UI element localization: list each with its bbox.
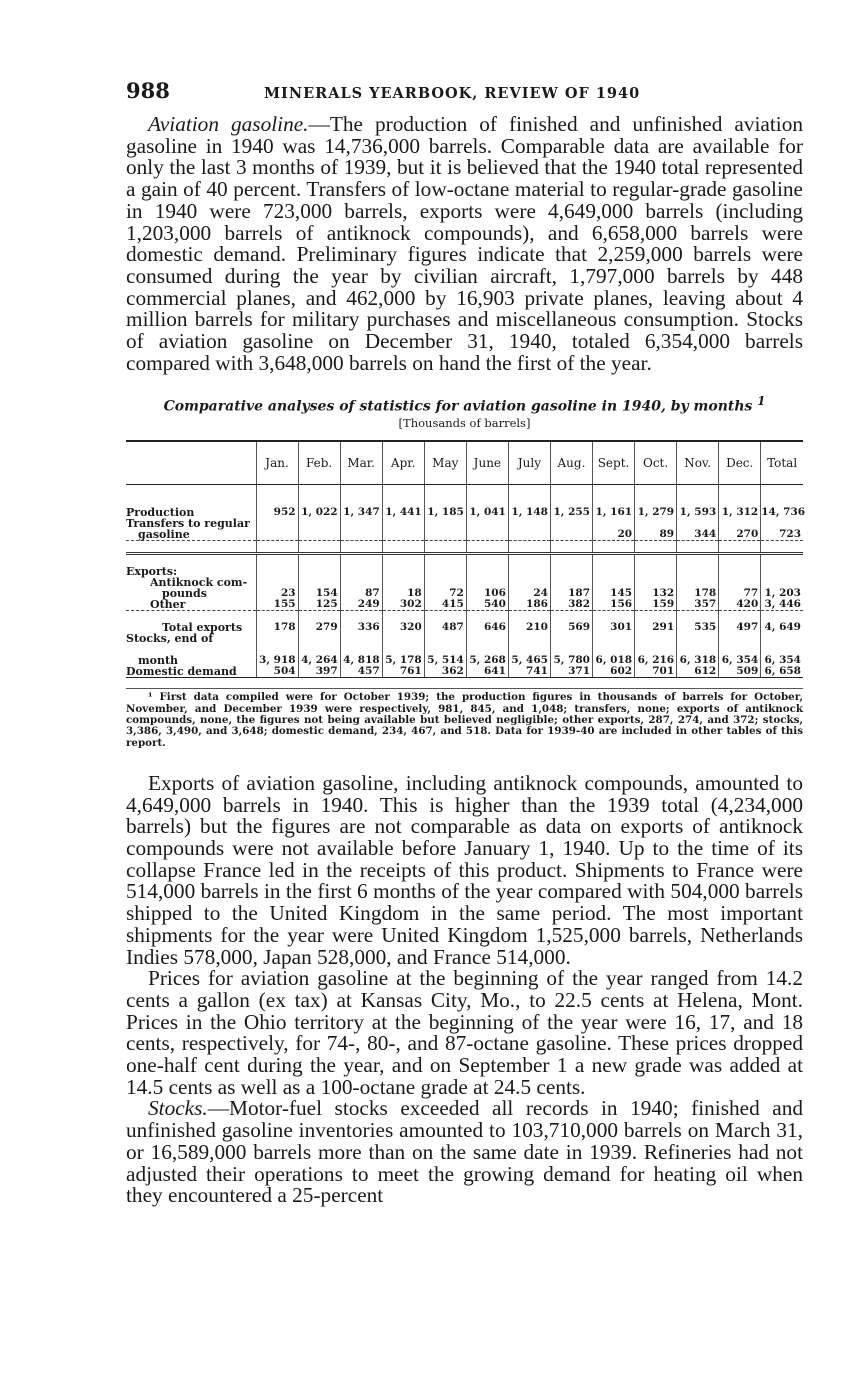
column-header: Apr. <box>382 441 424 485</box>
row-label: Other <box>126 599 256 611</box>
row-label: Transfers to regular <box>126 517 250 531</box>
table-cell: 291 <box>635 622 677 633</box>
table-cell: 540 <box>466 599 508 611</box>
column-header: Nov. <box>677 441 719 485</box>
table-cell <box>719 485 761 497</box>
table-cell <box>635 566 677 577</box>
table-cell <box>298 566 340 577</box>
prices-paragraph: Prices for aviation gasoline at the beginning of the year ranged from 14.2 cents a gallon (ex tax) at Kansas City, Mo., to 22.5 cents at Helena, Mont. Prices in the Ohio territory at the beginning of the year were 16, 17, and 18 cents, respectively, for 74-, 80-, and 87-octane gasoline. These prices dropped one-half cent during the year, and on September 1 a new grade was added at 14.5 cents as well as a 100-octane grade at 24.5 cents. <box>126 966 803 1099</box>
table-cell <box>550 554 592 567</box>
table-cell: 761 <box>382 666 424 678</box>
table-cell: 270 <box>719 529 761 541</box>
table-cell <box>550 541 592 554</box>
column-header: Sept. <box>593 441 635 485</box>
table-cell: 4, 264 <box>298 655 340 666</box>
table-cell: 569 <box>550 622 592 633</box>
table-cell: 1, 203 <box>761 588 803 599</box>
aviation-gasoline-paragraph <box>126 114 803 374</box>
table-cell <box>508 541 550 554</box>
table-cell: 641 <box>466 666 508 678</box>
table-cell: 77 <box>719 588 761 599</box>
table-cell <box>466 541 508 554</box>
table-cell <box>635 541 677 554</box>
table-cell: 6, 354 <box>719 655 761 666</box>
table-cell <box>635 633 677 644</box>
table-cell <box>550 518 592 529</box>
table-cell <box>761 566 803 577</box>
table-cell <box>424 566 466 577</box>
table-cell <box>550 566 592 577</box>
table-cell: 1, 593 <box>677 507 719 518</box>
table-cell <box>340 633 382 644</box>
table-cell <box>382 541 424 554</box>
table-cell <box>466 566 508 577</box>
page-number: 988 <box>126 78 170 103</box>
table-cell: 187 <box>550 588 592 599</box>
table-cell <box>424 518 466 529</box>
table-cell <box>761 485 803 497</box>
table-row <box>126 599 803 611</box>
table-cell: 87 <box>340 588 382 599</box>
page-header <box>126 78 803 114</box>
table-cell: 178 <box>677 588 719 599</box>
table-cell <box>424 529 466 541</box>
table-footnote: ¹ First data compiled were for October 1939; the production figures in thousands of barrels for October, November, and December 1939 were respectively, 981, 845, and 1,048; transfers, none; exports of antiknock compounds, none, the figures not being available but believed negligible; other exports, 287, 274, and 372; stocks, 3,386, 3,490, and 3,648; domestic demand, 234, 467, and 518. Data for 1939-40 are included in other tables of this report. <box>126 688 803 748</box>
table-cell: 279 <box>298 622 340 633</box>
table-cell: 302 <box>382 599 424 611</box>
running-title: MINERALS YEARBOOK, REVIEW OF 1940 <box>264 85 641 102</box>
table-cell: 178 <box>256 622 298 633</box>
table-cell <box>761 541 803 554</box>
row-label: Exports: <box>126 565 178 579</box>
row-label: month <box>138 654 179 668</box>
table-cell: 362 <box>424 666 466 678</box>
table-cell <box>382 633 424 644</box>
table-cell: 6, 216 <box>635 655 677 666</box>
table-cell: 1, 148 <box>508 507 550 518</box>
table-cell <box>593 554 635 567</box>
table-cell <box>508 633 550 644</box>
table-cell <box>256 541 298 554</box>
table-cell: 132 <box>635 588 677 599</box>
table-cell: 210 <box>508 622 550 633</box>
table-cell <box>298 554 340 567</box>
paragraph-lead: Stocks. <box>148 1096 208 1121</box>
table-row <box>126 622 803 633</box>
table-cell <box>382 566 424 577</box>
table-cell: 6, 354 <box>761 655 803 666</box>
table-cell: 1, 441 <box>382 507 424 518</box>
table-cell <box>256 529 298 541</box>
text-body <box>126 770 803 1208</box>
table-cell: 415 <box>424 599 466 611</box>
table-cell: 3, 446 <box>761 599 803 611</box>
table-cell <box>424 541 466 554</box>
table-cell: 301 <box>593 622 635 633</box>
table-cell: 1, 185 <box>424 507 466 518</box>
table-spacer-row <box>126 554 803 567</box>
table-cell: 3, 918 <box>256 655 298 666</box>
table-cell: 952 <box>256 507 298 518</box>
table-cell <box>424 633 466 644</box>
table-cell: 397 <box>298 666 340 678</box>
table-body <box>126 485 806 679</box>
stocks-paragraph <box>126 1098 803 1207</box>
table-cell <box>508 518 550 529</box>
table-cell <box>424 554 466 567</box>
table-cell: 6, 018 <box>593 655 635 666</box>
table-cell <box>340 541 382 554</box>
column-header: Dec. <box>719 441 761 485</box>
column-header: June <box>466 441 508 485</box>
table-cell <box>677 554 719 567</box>
table-cell <box>550 529 592 541</box>
stub-header <box>126 441 256 485</box>
table-cell <box>466 485 508 497</box>
table-cell: 371 <box>550 666 592 678</box>
table-cell <box>761 633 803 644</box>
table-cell: 14, 736 <box>761 506 806 519</box>
table-row <box>126 529 803 541</box>
table-cell <box>508 485 550 497</box>
table-cell <box>719 554 761 567</box>
table-cell: 336 <box>340 622 382 633</box>
table-cell: 741 <box>508 666 550 678</box>
table-cell <box>550 485 592 497</box>
table-cell: 457 <box>340 666 382 678</box>
table-cell: 4, 818 <box>340 655 382 666</box>
table-cell <box>466 529 508 541</box>
table-cell <box>126 485 256 497</box>
table-cell: 723 <box>761 529 803 541</box>
page <box>126 78 806 1208</box>
table-cell: 89 <box>635 529 677 541</box>
table-cell: 602 <box>593 666 635 678</box>
paragraph-text: —Motor-fuel stocks exceeded all records in 1940; finished and unfinished gasoline inventories amounted to 103,710,000 barrels on March 31, or 16,589,000 barrels more than on the same date in 1939. Refineries had not adjusted their operations to meet the growing demand for heating oil when they encountered a 25-percent <box>126 1096 803 1208</box>
table-cell <box>340 554 382 567</box>
table-cell <box>298 518 340 529</box>
table-cell <box>382 529 424 541</box>
table-cell: 186 <box>508 599 550 611</box>
table-cell <box>256 566 298 577</box>
table-cell: 5, 780 <box>550 655 592 666</box>
row-label: Production <box>126 506 195 520</box>
table-caption-text: Comparative analyses of statistics for aviation gasoline in 1940, by months <box>163 399 753 416</box>
table-cell: 72 <box>424 588 466 599</box>
table-cell: 125 <box>298 599 340 611</box>
table-cell <box>424 485 466 497</box>
exports-paragraph: Exports of aviation gasoline, including antiknock compounds, amounted to 4,649,000 barrels in 1940. This is higher than the 1939 total (4,234,000 barrels) but the figures are not comparable as data on exports of antiknock compounds were not available before January 1, 1940. Up to the time of its collapse France led in the receipts of this product. Shipments to France were 514,000 barrels in the first 6 months of the year compared with 504,000 barrels shipped to the United Kingdom in the same period. The most important shipments for the year were United Kingdom 1,525,000 barrels, Netherlands Indies 578,000, Japan 528,000, and France 514,000. <box>126 770 803 969</box>
table-cell <box>256 633 298 644</box>
table-cell <box>340 485 382 497</box>
table-cell <box>382 554 424 567</box>
table-cell: 5, 514 <box>424 655 466 666</box>
row-label: Antiknock com- <box>150 576 248 590</box>
row-label: pounds <box>162 587 207 601</box>
table-cell <box>508 554 550 567</box>
table-cell <box>256 485 298 497</box>
table-cell <box>298 485 340 497</box>
column-header: Jan. <box>256 441 298 485</box>
table-cell <box>550 633 592 644</box>
table-cell: 20 <box>593 529 635 541</box>
table-cell: 155 <box>256 599 298 611</box>
table-cell <box>593 541 635 554</box>
table-cell: 612 <box>677 666 719 678</box>
table-cell: 159 <box>635 599 677 611</box>
table-cell <box>126 541 256 554</box>
table-cell <box>382 518 424 529</box>
table-cell: 382 <box>550 599 592 611</box>
table-cell: 320 <box>382 622 424 633</box>
table-cell: 156 <box>593 599 635 611</box>
table-cell: 1, 022 <box>298 507 340 518</box>
table-cell <box>340 518 382 529</box>
table-cell: 24 <box>508 588 550 599</box>
table-cell: 497 <box>719 622 761 633</box>
table-cell: 1, 161 <box>593 507 635 518</box>
table-cell: 1, 312 <box>719 507 761 518</box>
table-cell <box>719 541 761 554</box>
table-cell: 154 <box>298 588 340 599</box>
table-cell: 487 <box>424 622 466 633</box>
table-cell: 420 <box>719 599 761 611</box>
table-cell <box>508 529 550 541</box>
row-label: Domestic demand <box>126 666 256 678</box>
table-cell: 4, 649 <box>761 622 803 633</box>
table-cell <box>508 566 550 577</box>
column-header: Aug. <box>550 441 592 485</box>
table-cell <box>677 541 719 554</box>
column-header: Total <box>761 441 803 485</box>
table-cell: 145 <box>593 588 635 599</box>
table-cell <box>593 485 635 497</box>
column-header: Mar. <box>340 441 382 485</box>
table-cell <box>761 554 803 567</box>
table-cell <box>466 554 508 567</box>
table-cell: 701 <box>635 666 677 678</box>
table-caption-note: 1 <box>757 394 766 409</box>
table-cell <box>256 518 298 529</box>
table-subcaption: [Thousands of barrels] <box>398 416 531 431</box>
table-spacer-row <box>126 485 803 497</box>
monthly-statistics-table <box>126 440 806 679</box>
table-cell <box>677 566 719 577</box>
paragraph-lead: Aviation gasoline. <box>148 112 309 136</box>
table-cell: 535 <box>677 622 719 633</box>
table-cell: 5, 268 <box>466 655 508 666</box>
table-cell: 249 <box>340 599 382 611</box>
table-cell: 6, 318 <box>677 655 719 666</box>
table-cell: 18 <box>382 588 424 599</box>
table-row <box>126 666 803 678</box>
table-cell <box>298 541 340 554</box>
table-cell <box>382 485 424 497</box>
table-cell: 106 <box>466 588 508 599</box>
table-cell: 344 <box>677 529 719 541</box>
column-header: Oct. <box>635 441 677 485</box>
column-header: July <box>508 441 550 485</box>
table-cell: 5, 465 <box>508 655 550 666</box>
row-label: Stocks, end of <box>126 632 214 646</box>
table-cell <box>466 518 508 529</box>
table-cell: 504 <box>256 666 298 678</box>
table-cell <box>340 529 382 541</box>
table-cell <box>593 566 635 577</box>
row-label: Total exports <box>162 621 243 635</box>
table-cell <box>635 554 677 567</box>
table-cell: 1, 255 <box>550 507 592 518</box>
table-label-row <box>126 633 803 644</box>
table-cell <box>593 633 635 644</box>
table-cell <box>340 566 382 577</box>
table-cell <box>466 633 508 644</box>
table-cell: 509 <box>719 666 761 678</box>
table-cell <box>256 554 298 567</box>
paragraph-text: —The production of finished and unfinished aviation gasoline in 1940 was 14,736,000 barrels. Comparable data are available for only the last 3 months of 1939, but it is believed that the 1940 total represented a gain of 40 percent. Transfers of low-octane material to regular-grade gasoline in 1940 were 723,000 barrels, exports were 4,649,000 barrels (including 1,203,000 barrels of antiknock compounds), and 6,658,000 barrels were domestic demand. Preliminary figures indicate that 2,259,000 barrels were consumed during the year by civilian aircraft, 1,797,000 barrels by 448 commercial planes, and 462,000 by 16,903 private planes, leaving about 4 million barrels for military purchases and miscellaneous consumption. Stocks of aviation gasoline on December 31, 1940, totaled 6,354,000 barrels compared with 3,648,000 barrels on hand the first of the year. <box>126 112 803 375</box>
table-cell: 1, 347 <box>340 507 382 518</box>
table-cell <box>298 633 340 644</box>
table-cell: 5, 178 <box>382 655 424 666</box>
table-cell <box>719 633 761 644</box>
table-cell <box>677 485 719 497</box>
table-cell: 1, 279 <box>635 507 677 518</box>
row-label: gasoline <box>126 529 256 541</box>
table-cell: 1, 041 <box>466 507 508 518</box>
table-cell <box>719 566 761 577</box>
table-cell <box>677 633 719 644</box>
table-cell <box>298 529 340 541</box>
table-caption <box>126 394 803 416</box>
table-cell: 646 <box>466 622 508 633</box>
column-header: Feb. <box>298 441 340 485</box>
column-header: May <box>424 441 466 485</box>
table-cell: 23 <box>256 588 298 599</box>
table-cell: 357 <box>677 599 719 611</box>
table-cell <box>635 485 677 497</box>
table-cell: 6, 658 <box>761 666 803 678</box>
table-spacer-row <box>126 541 803 554</box>
table-header-row <box>126 441 803 485</box>
